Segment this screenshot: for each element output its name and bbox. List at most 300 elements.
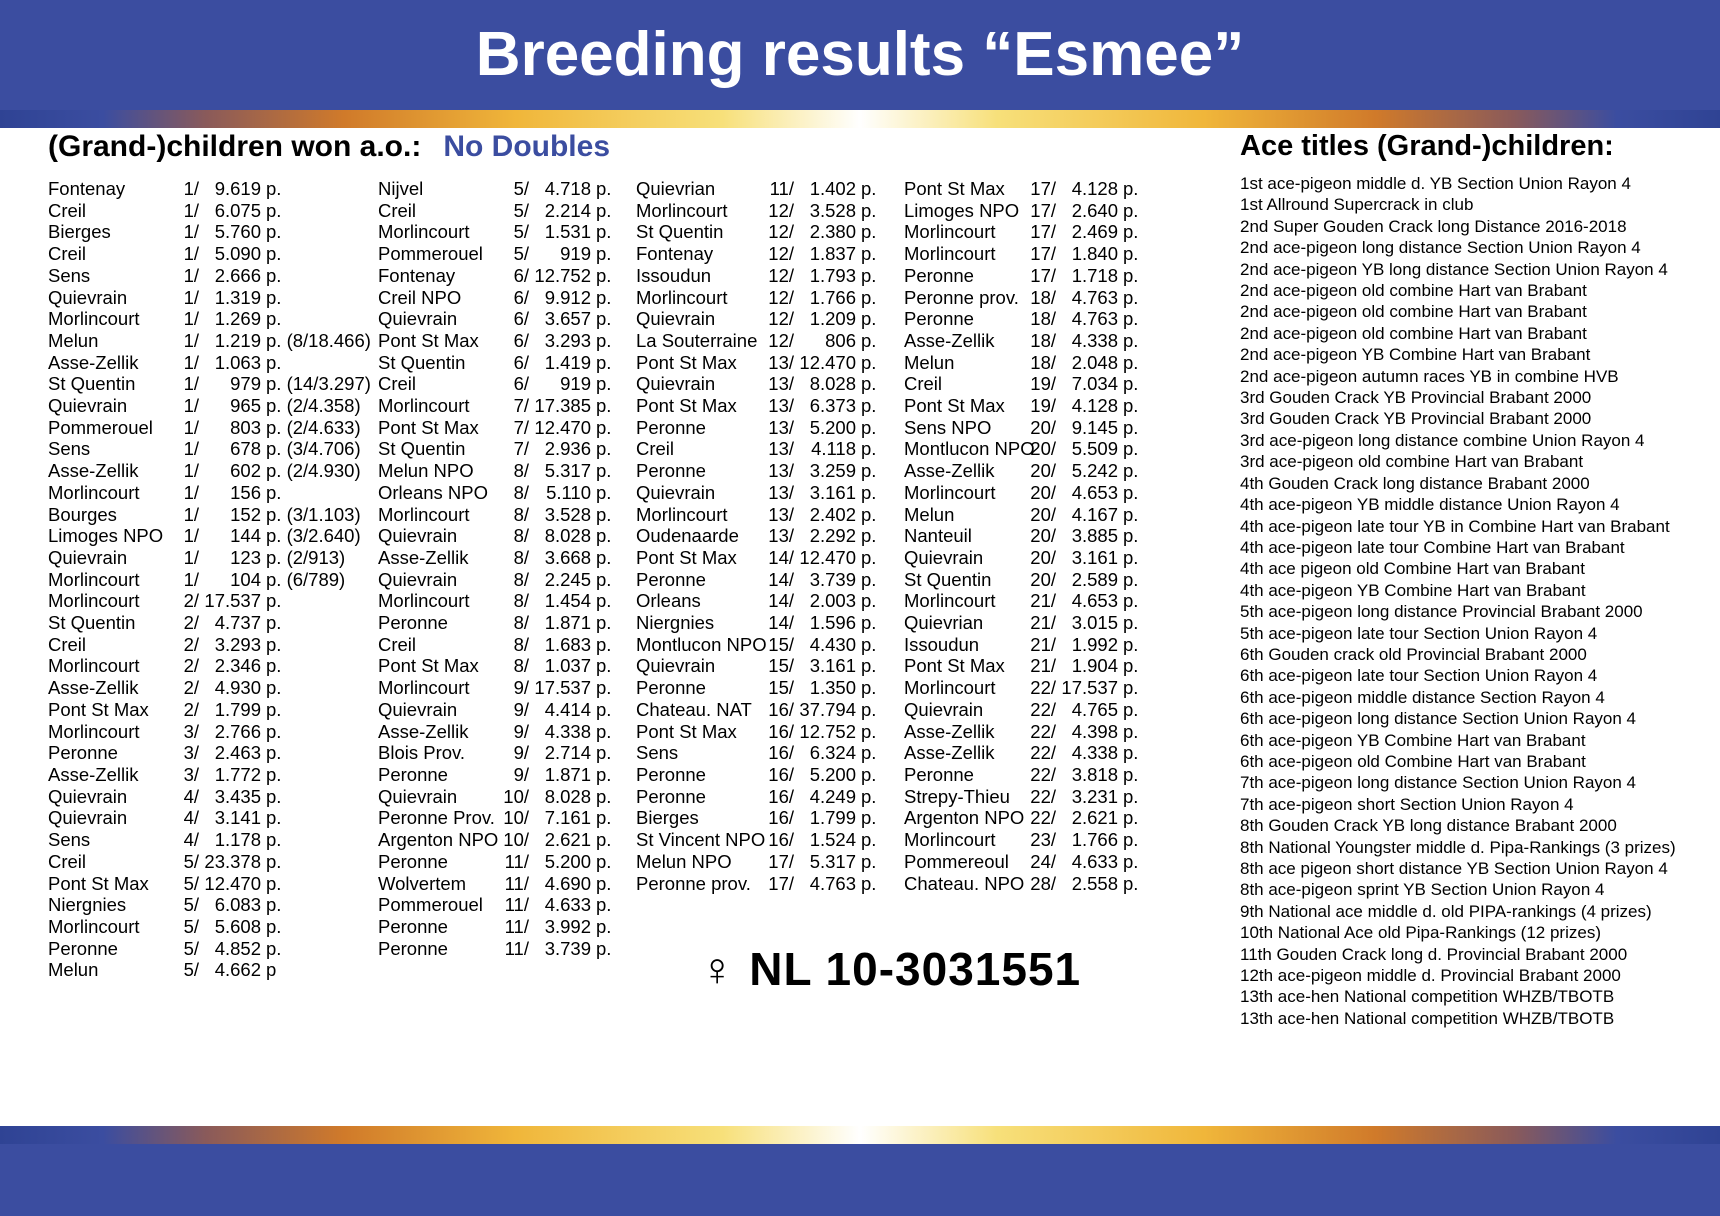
result-total-birds: 6.373: [809, 395, 856, 417]
result-row: [48, 590, 378, 612]
result-position: 1/: [183, 503, 199, 525]
result-suffix: p.: [596, 633, 612, 655]
race-name: Peronne: [636, 568, 706, 590]
result-total-birds: 2.292: [809, 525, 856, 547]
result-position: 21/: [1030, 655, 1056, 677]
result-row: [378, 721, 636, 743]
race-name: Morlincourt: [48, 655, 140, 677]
result-suffix: p.: [1123, 264, 1139, 286]
result-position: 2/: [183, 633, 199, 655]
result-row: [48, 395, 378, 417]
result-suffix: p.: [861, 416, 877, 438]
result-position: 6/: [513, 351, 529, 373]
result-row: [48, 851, 378, 873]
result-suffix: p.: [596, 807, 612, 829]
result-position: 14/: [768, 590, 794, 612]
result-row: [636, 699, 904, 721]
result-total-birds: 4.633: [544, 894, 591, 916]
result-total-birds: 5.242: [1071, 460, 1118, 482]
result-total-birds: 123: [230, 546, 261, 568]
result-total-birds: 6.083: [214, 894, 261, 916]
result-position: 13/: [768, 525, 794, 547]
result-row: [904, 612, 1166, 634]
result-row: [378, 308, 636, 330]
race-name: St Quentin: [378, 438, 466, 460]
race-name: Peronne: [48, 937, 118, 959]
result-suffix: p.: [266, 481, 282, 503]
race-name: Pont St Max: [904, 178, 1005, 199]
result-total-birds: 156: [230, 481, 261, 503]
result-total-birds: 17.537: [1061, 677, 1118, 699]
result-total-birds: 9.619: [214, 178, 261, 199]
result-suffix: p.: [1123, 612, 1139, 634]
result-row: [636, 330, 904, 352]
result-row: [378, 699, 636, 721]
race-name: Melun: [48, 959, 99, 981]
result-suffix: p.: [1123, 178, 1139, 199]
result-total-birds: 3.141: [214, 807, 261, 829]
result-total-birds: 2.621: [544, 829, 591, 851]
result-total-birds: 5.090: [214, 243, 261, 265]
ace-title-item: 6th ace-pigeon middle distance Section Rayon 4: [1240, 687, 1605, 707]
result-suffix: p.: [266, 590, 282, 612]
race-name: Pont St Max: [636, 351, 737, 373]
result-row: [904, 829, 1166, 851]
result-row: [48, 807, 378, 829]
result-row: [378, 873, 636, 895]
result-position: 1/: [183, 395, 199, 417]
results-heading: [48, 132, 1228, 162]
result-position: 1/: [183, 199, 199, 221]
result-position: 1/: [183, 351, 199, 373]
race-name: Morlincourt: [636, 199, 728, 221]
result-row: [48, 525, 378, 547]
no-doubles-label: No Doubles: [443, 130, 611, 163]
race-name: Wolvertem: [378, 872, 467, 894]
race-name: Peronne: [904, 308, 974, 330]
result-position: 2/: [183, 590, 199, 612]
race-name: Nijvel: [378, 178, 424, 199]
result-position: 14/: [768, 612, 794, 634]
result-position: 17/: [1030, 264, 1056, 286]
result-suffix: p.: [596, 655, 612, 677]
results-heading-label: (Grand-)children won a.o.:: [48, 130, 422, 163]
results-column: [636, 178, 904, 981]
result-position: 2/: [183, 612, 199, 634]
race-name: Quievrain: [636, 373, 716, 395]
race-name: Quievrain: [636, 308, 716, 330]
result-row: [904, 721, 1166, 743]
result-suffix: p.: [266, 221, 282, 243]
result-position: 1/: [183, 286, 199, 308]
race-name: Quievrain: [904, 546, 984, 568]
result-position: 6/: [513, 308, 529, 330]
race-name: Melun NPO: [378, 460, 474, 482]
race-name: Morlincourt: [904, 829, 996, 851]
result-position: 23/: [1030, 829, 1056, 851]
race-name: Sens: [48, 438, 91, 460]
result-row: [904, 308, 1166, 330]
race-name: Fontenay: [48, 178, 126, 199]
result-total-birds: 4.430: [809, 633, 856, 655]
result-suffix: p.: [1123, 460, 1139, 482]
result-row: [904, 373, 1166, 395]
race-name: Morlincourt: [904, 677, 996, 699]
result-position: 5/: [513, 221, 529, 243]
result-total-birds: 3.739: [544, 937, 591, 959]
result-total-birds: 1.766: [1071, 829, 1118, 851]
result-position: 5/: [183, 850, 199, 872]
race-name: Morlincourt: [48, 568, 140, 590]
result-total-birds: 1.904: [1071, 655, 1118, 677]
result-row: [904, 634, 1166, 656]
race-name: Peronne prov.: [904, 286, 1019, 308]
ace-title-item: 2nd ace-pigeon autumn races YB in combine HVB: [1240, 366, 1619, 386]
race-name: Pont St Max: [48, 872, 149, 894]
result-suffix: p.: [596, 720, 612, 742]
result-total-birds: 17.537: [204, 590, 261, 612]
result-total-birds: 2.589: [1071, 568, 1118, 590]
result-position: 12/: [768, 264, 794, 286]
result-suffix: p.: [861, 308, 877, 330]
result-total-birds: 678: [230, 438, 261, 460]
result-suffix: p.: [861, 720, 877, 742]
result-suffix: p.: [861, 395, 877, 417]
result-total-birds: 979: [230, 373, 261, 395]
result-row: [636, 569, 904, 591]
result-position: 3/: [183, 742, 199, 764]
results-panel: [48, 132, 1228, 981]
ace-title-item: 1st ace-pigeon middle d. YB Section Union Rayon 4: [1240, 174, 1631, 193]
result-suffix: p.: [1123, 872, 1139, 894]
result-position: 20/: [1030, 525, 1056, 547]
result-total-birds: 2.621: [1071, 807, 1118, 829]
result-position: 20/: [1030, 503, 1056, 525]
result-row: [48, 721, 378, 743]
race-name: Melun: [904, 351, 955, 373]
result-row: [378, 200, 636, 222]
result-row: [904, 438, 1166, 460]
result-suffix: p.: [861, 178, 877, 199]
result-row: [904, 221, 1166, 243]
result-total-birds: 1.683: [544, 633, 591, 655]
result-position: 12/: [768, 221, 794, 243]
result-suffix: p.: [1123, 720, 1139, 742]
race-name: Morlincourt: [904, 243, 996, 265]
race-name: Peronne: [378, 850, 448, 872]
race-name: Issoudun: [904, 633, 980, 655]
race-name: Pont St Max: [904, 655, 1005, 677]
result-row: [904, 677, 1166, 699]
result-total-birds: 4.930: [214, 677, 261, 699]
result-total-birds: 1.063: [214, 351, 261, 373]
race-name: Pont St Max: [636, 395, 737, 417]
result-row: [904, 590, 1166, 612]
result-row: [48, 373, 378, 395]
result-total-birds: 5.200: [809, 763, 856, 785]
result-row: [636, 395, 904, 417]
result-suffix: p.: [266, 807, 282, 829]
result-position: 13/: [768, 503, 794, 525]
result-position: 22/: [1030, 677, 1056, 699]
result-position: 12/: [768, 308, 794, 330]
result-total-birds: 919: [560, 373, 591, 395]
result-suffix: p.: [266, 199, 282, 221]
result-suffix: p.: [596, 178, 612, 199]
result-row: [636, 655, 904, 677]
ace-title-item: 13th ace-hen National competition WHZB/TBOTB: [1240, 987, 1615, 1007]
ace-title-item: 4th ace-pigeon late tour YB in Combine Hart van Brabant: [1240, 516, 1670, 536]
result-suffix: p.: [596, 872, 612, 894]
race-name: Oudenaarde: [636, 525, 739, 547]
race-name: Quievrain: [378, 568, 458, 590]
result-total-birds: 1.766: [809, 286, 856, 308]
race-name: St Quentin: [378, 351, 466, 373]
race-name: Asse-Zellik: [48, 763, 139, 785]
result-row: [48, 829, 378, 851]
result-total-birds: 4.414: [544, 698, 591, 720]
result-total-birds: 3.739: [809, 568, 856, 590]
result-position: 5/: [183, 915, 199, 937]
result-total-birds: 1.840: [1071, 243, 1118, 265]
result-suffix: p. (3/2.640): [266, 525, 361, 547]
result-suffix: p.: [266, 850, 282, 872]
race-name: Morlincourt: [48, 590, 140, 612]
result-total-birds: 4.737: [214, 612, 261, 634]
result-row: [48, 352, 378, 374]
result-suffix: p.: [596, 416, 612, 438]
result-suffix: p. (3/4.706): [266, 438, 361, 460]
result-row: [904, 243, 1166, 265]
result-total-birds: 965: [230, 395, 261, 417]
race-name: Asse-Zellik: [48, 677, 139, 699]
result-row: [378, 504, 636, 526]
result-suffix: p.: [596, 329, 612, 351]
result-row: [636, 287, 904, 309]
race-name: Morlincourt: [378, 590, 470, 612]
result-row: [636, 721, 904, 743]
result-row: [636, 742, 904, 764]
race-name: Melun: [904, 503, 955, 525]
result-total-birds: 4.653: [1071, 481, 1118, 503]
result-total-birds: 104: [230, 568, 261, 590]
race-name: Pommerouel: [378, 894, 483, 916]
ace-title-item: 12th ace-pigeon middle d. Provincial Brabant 2000: [1240, 966, 1621, 986]
result-suffix: p.: [596, 915, 612, 937]
result-suffix: p.: [861, 677, 877, 699]
race-name: Niergnies: [48, 894, 127, 916]
race-name: Morlincourt: [904, 221, 996, 243]
result-suffix: p. (2/4.633): [266, 416, 361, 438]
result-total-birds: 1.718: [1071, 264, 1118, 286]
result-row: [904, 178, 1166, 200]
result-suffix: p.: [1123, 807, 1139, 829]
result-suffix: p.: [861, 481, 877, 503]
result-total-birds: 2.936: [544, 438, 591, 460]
result-position: 1/: [183, 264, 199, 286]
race-name: Creil: [48, 199, 87, 221]
race-name: Nanteuil: [904, 525, 972, 547]
ace-title-item: 6th ace-pigeon long distance Section Union Rayon 4: [1240, 709, 1636, 729]
result-row: [48, 438, 378, 460]
result-suffix: p.: [1123, 677, 1139, 699]
result-total-birds: 4.763: [809, 872, 856, 894]
ace-titles-panel: [1240, 132, 1700, 1029]
page-footer: [0, 1144, 1720, 1216]
result-total-birds: 4.118: [811, 438, 856, 460]
result-position: 9/: [513, 763, 529, 785]
result-total-birds: 9.912: [544, 286, 591, 308]
result-row: [636, 634, 904, 656]
result-total-birds: 4.398: [1071, 720, 1118, 742]
result-position: 1/: [183, 481, 199, 503]
result-total-birds: 1.402: [809, 178, 856, 199]
footer-divider-rule: [0, 1126, 1720, 1144]
ace-title-item: 6th ace-pigeon late tour Section Union Rayon 4: [1240, 666, 1598, 686]
result-row: [904, 851, 1166, 873]
result-row: [48, 504, 378, 526]
result-suffix: p.: [1123, 308, 1139, 330]
race-name: Peronne: [636, 785, 706, 807]
race-name: Asse-Zellik: [904, 460, 995, 482]
ace-title-item: 3rd Gouden Crack YB Provincial Brabant 2000: [1240, 409, 1592, 429]
race-name: Niergnies: [636, 612, 715, 634]
race-name: La Souterraine: [636, 329, 758, 351]
race-name: Quievrain: [48, 286, 128, 308]
race-name: Blois Prov.: [378, 742, 466, 764]
result-total-birds: 602: [230, 460, 261, 482]
result-total-birds: 2.402: [809, 503, 856, 525]
result-suffix: p.: [596, 264, 612, 286]
result-total-birds: 5.317: [809, 850, 856, 872]
result-position: 1/: [183, 373, 199, 395]
race-name: Morlincourt: [904, 590, 996, 612]
race-name: Morlincourt: [48, 720, 140, 742]
result-position: 10/: [503, 807, 529, 829]
result-total-birds: 1.837: [809, 243, 856, 265]
race-name: Melun NPO: [636, 850, 732, 872]
race-name: Asse-Zellik: [48, 460, 139, 482]
result-total-birds: 12.470: [534, 416, 591, 438]
result-row: [48, 873, 378, 895]
race-name: Fontenay: [378, 264, 456, 286]
result-position: 1/: [183, 525, 199, 547]
result-total-birds: 4.338: [544, 720, 591, 742]
race-name: Quievrian: [636, 178, 716, 199]
result-row: [48, 330, 378, 352]
race-name: Argenton NPO: [378, 829, 499, 851]
result-suffix: p.: [266, 286, 282, 308]
result-total-birds: 1.793: [809, 264, 856, 286]
race-name: St Quentin: [636, 221, 724, 243]
result-position: 22/: [1030, 763, 1056, 785]
result-row: [378, 265, 636, 287]
results-columns: [48, 178, 1228, 981]
race-name: Creil: [48, 633, 87, 655]
result-position: 8/: [513, 546, 529, 568]
result-total-birds: 4.662: [214, 959, 261, 981]
result-row: [48, 547, 378, 569]
result-suffix: p.: [861, 351, 877, 373]
race-name: Morlincourt: [48, 481, 140, 503]
result-suffix: p. (2/4.358): [266, 395, 361, 417]
result-total-birds: 12.470: [204, 872, 261, 894]
result-total-birds: 5.317: [544, 460, 591, 482]
result-row: [378, 352, 636, 374]
result-total-birds: 1.037: [544, 655, 591, 677]
result-row: [636, 352, 904, 374]
result-total-birds: 1.871: [544, 763, 591, 785]
result-suffix: p. (8/18.466): [266, 329, 371, 351]
result-position: 15/: [768, 655, 794, 677]
result-suffix: p.: [596, 677, 612, 699]
result-total-birds: 4.128: [1071, 395, 1118, 417]
result-total-birds: 2.003: [809, 590, 856, 612]
race-name: Quievrain: [48, 395, 128, 417]
result-position: 7/: [513, 395, 529, 417]
result-position: 16/: [768, 698, 794, 720]
race-name: Bierges: [636, 807, 699, 829]
result-position: 16/: [768, 763, 794, 785]
result-position: 5/: [183, 937, 199, 959]
result-position: 19/: [1030, 395, 1056, 417]
result-row: [636, 178, 904, 200]
race-name: Peronne Prov.: [378, 807, 495, 829]
result-suffix: p.: [596, 590, 612, 612]
result-suffix: p.: [861, 612, 877, 634]
race-name: Orleans: [636, 590, 701, 612]
result-suffix: p.: [1123, 351, 1139, 373]
race-name: Asse-Zellik: [48, 351, 139, 373]
result-suffix: p.: [266, 763, 282, 785]
race-name: Morlincourt: [48, 308, 140, 330]
result-position: 20/: [1030, 546, 1056, 568]
result-suffix: p.: [861, 850, 877, 872]
result-suffix: p.: [596, 395, 612, 417]
result-suffix: p.: [596, 351, 612, 373]
result-position: 10/: [503, 785, 529, 807]
result-total-birds: 1.269: [214, 308, 261, 330]
result-total-birds: 2.766: [214, 720, 261, 742]
result-suffix: p.: [266, 872, 282, 894]
result-row: [904, 395, 1166, 417]
result-position: 1/: [183, 221, 199, 243]
result-position: 11/: [504, 850, 529, 872]
result-row: [904, 655, 1166, 677]
result-suffix: p.: [1123, 590, 1139, 612]
result-suffix: p.: [1123, 525, 1139, 547]
result-row: [378, 221, 636, 243]
result-position: 20/: [1030, 460, 1056, 482]
result-suffix: p.: [266, 308, 282, 330]
result-row: [378, 742, 636, 764]
result-suffix: p.: [266, 677, 282, 699]
result-row: [904, 742, 1166, 764]
result-row: [48, 786, 378, 808]
race-name: Asse-Zellik: [904, 329, 995, 351]
race-name: Morlincourt: [378, 221, 470, 243]
result-position: 5/: [183, 872, 199, 894]
ace-title-item: 6th ace-pigeon YB Combine Hart van Brabant: [1240, 730, 1586, 750]
result-suffix: p.: [1123, 199, 1139, 221]
ace-title-item: 2nd ace-pigeon YB Combine Hart van Brabant: [1240, 345, 1591, 365]
race-name: Bourges: [48, 503, 117, 525]
result-suffix: p.: [861, 763, 877, 785]
race-name: Morlincourt: [378, 503, 470, 525]
result-row: [48, 308, 378, 330]
result-suffix: p.: [861, 286, 877, 308]
result-position: 8/: [513, 568, 529, 590]
